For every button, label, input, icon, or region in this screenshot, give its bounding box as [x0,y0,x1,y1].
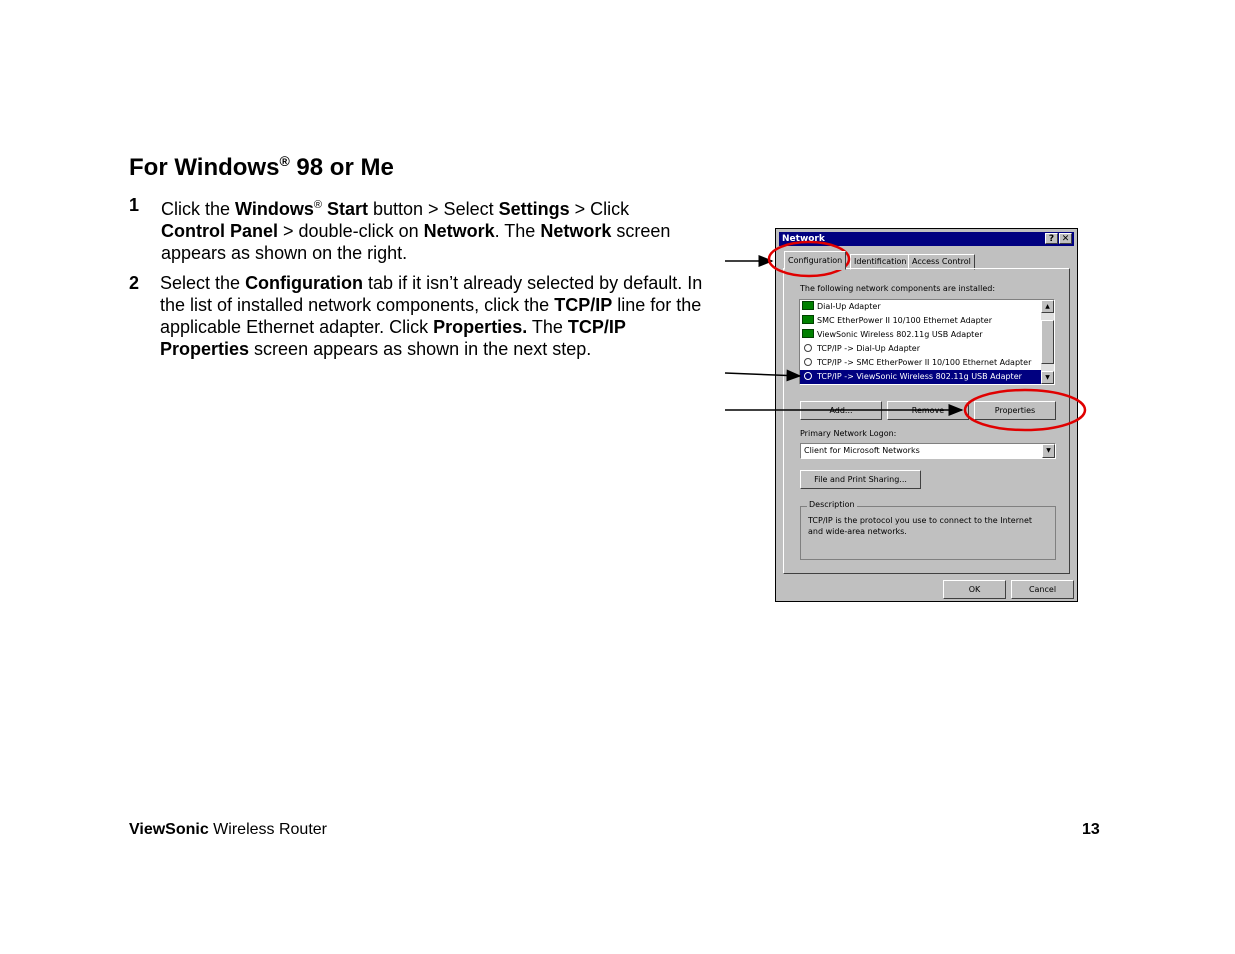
list-item-label: TCP/IP -> ViewSonic Wireless 802.11g USB Adapter [817,372,1022,381]
step-text-bold: Start [321,199,368,219]
description-label: Description [809,500,855,509]
step-text-bold: Network [540,221,612,241]
registered-mark: ® [279,153,290,169]
step-1 [129,194,709,264]
properties-button[interactable]: Properties [974,401,1056,420]
list-item-label: ViewSonic Wireless 802.11g USB Adapter [817,330,983,339]
heading-rest: 98 or Me [289,154,394,181]
tab-access-control[interactable]: Access Control [908,254,975,270]
tab-identification[interactable]: Identification [850,254,910,270]
protocol-icon [804,372,812,380]
step-text [161,194,709,264]
brand-name: ViewSonic [129,821,209,838]
components-label: The following network components are installed: [800,284,996,293]
network-dialog [775,228,1078,602]
network-adapter-icon [802,315,814,324]
step-text-part: Select the [160,273,246,293]
dialog-titlebar [779,232,1074,246]
product-name: Wireless Router [208,821,327,838]
step-text [160,272,709,360]
logon-label: Primary Network Logon: [800,429,897,438]
chevron-down-icon[interactable]: ▼ [1042,444,1055,458]
step-text-bold: Settings [498,199,570,219]
list-scrollbar[interactable] [1041,300,1054,384]
list-item[interactable] [800,342,1054,356]
list-item-label: TCP/IP -> Dial-Up Adapter [817,344,920,353]
file-print-sharing-button[interactable]: File and Print Sharing... [800,470,921,489]
step-text-part: > double-click on [278,221,424,241]
step-text-bold: TCP/IP [554,295,613,315]
ok-button[interactable]: OK [943,580,1006,599]
step-text-part: screen appears as shown in the next step. [249,339,592,359]
step-text-part: screen appears as shown on the right. [161,221,671,263]
tab-configuration[interactable]: Configuration [784,251,846,270]
step-text-part: Click the [161,199,236,219]
step-text-bold: Properties. [433,317,528,337]
logon-value: Client for Microsoft Networks [804,446,920,455]
page-heading [129,153,394,182]
step-text-bold: TCP/IP Properties [160,317,626,359]
step-text-part: line for the applicable Ethernet adapter. Click [160,295,702,337]
list-item[interactable] [800,356,1054,370]
step-text-part: button > Select [368,199,499,219]
scroll-up-icon[interactable]: ▲ [1041,300,1054,313]
step-text-bold: Control Panel [161,221,279,241]
registered-mark: ® [313,199,322,211]
heading-text: For Windows [129,154,280,181]
description-group [800,500,1056,560]
components-list[interactable] [799,299,1055,385]
step-text-part: . The [494,221,541,241]
dialog-title: Network [782,234,825,244]
help-button[interactable]: ? [1045,233,1058,244]
remove-button[interactable]: Remove [887,401,969,420]
step-text-bold: Windows [235,199,314,219]
primary-logon-select[interactable] [800,443,1056,459]
network-adapter-icon [802,329,814,338]
step-text-bold: Configuration [245,273,364,293]
list-item[interactable] [800,328,1054,342]
list-item[interactable] [800,314,1054,328]
step-number: 2 [129,273,140,293]
protocol-icon [804,358,812,366]
scroll-down-icon[interactable]: ▼ [1041,371,1054,384]
close-button[interactable]: ✕ [1059,233,1072,244]
cancel-button[interactable]: Cancel [1011,580,1074,599]
list-item-label: TCP/IP -> SMC EtherPower II 10/100 Ethernet Adapter [817,358,1032,367]
step-text-bold: Network [423,221,495,241]
list-item-label: SMC EtherPower II 10/100 Ethernet Adapter [817,316,993,325]
footer-brand [129,821,327,839]
step-number: 1 [129,195,140,215]
step-2 [129,272,709,360]
network-adapter-icon [802,301,814,310]
list-item[interactable] [800,300,1054,314]
protocol-icon [804,344,812,352]
description-text: TCP/IP is the protocol you use to connect to the Internet and wide-area networks. [808,516,1032,536]
page-number: 13 [1082,821,1100,838]
list-item-selected[interactable] [800,370,1054,384]
step-text-part: tab if it isn’t already selected by default. In the list of installed network components, click the [160,273,703,315]
scroll-thumb[interactable] [1041,320,1054,364]
add-button[interactable]: Add... [800,401,882,420]
step-text-part: The [527,317,568,337]
step-text-part: > Click [569,199,630,219]
list-item-label: Dial-Up Adapter [817,302,881,311]
